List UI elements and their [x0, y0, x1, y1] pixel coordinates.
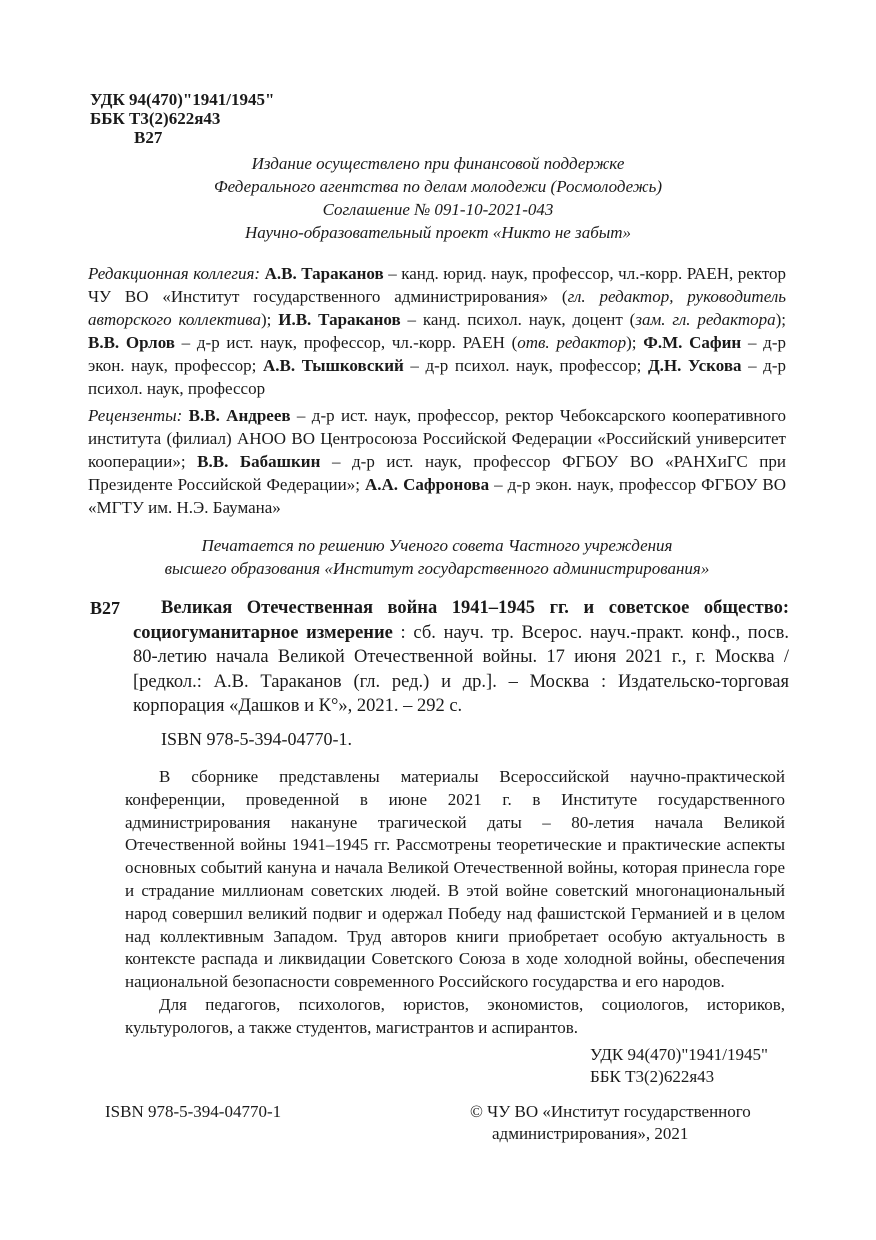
reviewers — [88, 404, 786, 519]
footer-udk-code: УДК 94(470)"1941/1945" — [590, 1045, 768, 1064]
editor-description: – д-р экон. наук, профессор; — [88, 333, 786, 375]
footer-classification-codes — [590, 1044, 768, 1088]
editor-name: А.В. Тышковский — [263, 356, 404, 375]
abstract-paragraph: В сборнике представлены материалы Всероссийской научно-практической конференции, проведенной в июне 2021 г. в Институте государственного администрирования накануне трагической даты – 80-летия начала Великой Отечественной войны 1941–1945 гг. Рассмотрены теоретические и практические аспекты основных событий кануна и начала Великой Отечественной войны, которая принесла горе и страдание миллионам советских людей. В этой войне советский многонациональный народ совершил великий подвиг и одержал Победу над фашистской Германией и в целом над коллективным Западом. Труд авторов книги приобретает особую актуальность в контексте распада и ликвидации Советского Союза в ходе холодной войны, обеспечения национальной безопасности современного Российского государства и его народов. — [125, 767, 785, 992]
separator: ); — [775, 310, 787, 329]
editor-description: – канд. юрид. наук, профессор, чл.-корр. РАЕН, ректор ЧУ ВО «Институт государственного администрирования» ( — [88, 264, 787, 306]
footer-bbk-code: ББК Т3(2)622я43 — [590, 1067, 715, 1086]
funding-line: Соглашение № 091-10-2021-043 — [322, 200, 554, 219]
resolution-line: Печатается по решению Ученого совета Частного учреждения — [201, 536, 673, 555]
reviewer-description: – д-р экон. наук, профессор ФГБОУ ВО «МГТУ им. Н.Э. Баумана» — [88, 475, 786, 517]
editor-name: И.В. Тараканов — [278, 310, 401, 329]
bbk-code: ББК Т3(2)622я43 — [90, 109, 221, 128]
author-mark: В27 — [134, 128, 163, 147]
editor-role: зам. гл. редактора — [635, 310, 776, 329]
editor-role: отв. редактор — [517, 333, 627, 352]
editorial-board — [88, 262, 786, 400]
resolution-line: высшего образования «Институт государственного администрирования» — [164, 559, 710, 578]
editor-description: – канд. психол. наук, доцент ( — [400, 310, 636, 329]
reviewer-description: – д-р ист. наук, профессор, ректор Чебоксарского кооперативного института (филиал) АНОО ВО Центросоюза Российской Федерации «Российский университет кооперации»; — [88, 406, 786, 471]
reviewer-name: В.В. Андреев — [188, 406, 291, 425]
bibliographic-code: В27 — [90, 598, 121, 618]
isbn-line: ISBN 978-5-394-04770-1. — [161, 729, 352, 749]
editor-description: – д-р психол. наук, профессор — [88, 356, 786, 398]
editor-role: гл. редактор, руководитель авторского коллектива — [88, 287, 786, 329]
print-resolution — [88, 534, 786, 580]
funding-line: Издание осуществлено при финансовой поддержке — [251, 154, 625, 173]
editor-description: – д-р психол. наук, профессор; — [403, 356, 648, 375]
reviewer-name: В.В. Бабашкин — [197, 452, 321, 471]
abstract-paragraph: Для педагогов, психологов, юристов, экономистов, социологов, историков, культурологов, а также студентов, магистрантов и аспирантов. — [125, 994, 785, 1037]
classification-codes — [90, 90, 274, 147]
funding-line: Научно-образовательный проект «Никто не забыт» — [244, 223, 632, 242]
udk-code: УДК 94(470)"1941/1945" — [90, 90, 275, 109]
editor-name: Ф.М. Сафин — [643, 333, 742, 352]
bibliographic-details: : сб. науч. тр. Всерос. науч.-практ. конф., посв. 80-летию начала Великой Отечественной войны. 17 июня 2021 г., г. Москва / [редкол.: А.В. Тараканов (гл. ред.) и др.]. – Москва : Издательско-торговая корпорация «Дашков и К°», 2021. – 292 с. — [133, 622, 789, 716]
separator: ); — [626, 333, 644, 352]
abstract — [125, 766, 785, 1040]
funding-note — [88, 152, 788, 244]
reviewer-description: – д-р ист. наук, профессор ФГБОУ ВО «РАНХиГС при Президенте Российской Федерации»; — [88, 452, 786, 494]
reviewer-name: А.А. Сафронова — [364, 475, 490, 494]
separator: ); — [260, 310, 279, 329]
funding-line: Федерального агентства по делам молодежи (Росмолодежь) — [214, 177, 662, 196]
reviewers-label: Рецензенты: — [88, 406, 183, 425]
copyright-line: © ЧУ ВО «Институт государственного — [470, 1102, 751, 1121]
footer-isbn: ISBN 978-5-394-04770-1 — [105, 1102, 282, 1121]
editor-description: – д-р ист. наук, профессор, чл.-корр. РАЕН ( — [174, 333, 518, 352]
editor-name: В.В. Орлов — [88, 333, 175, 352]
editorial-board-label: Редакционная коллегия: — [88, 264, 261, 283]
copyright-notice — [470, 1101, 751, 1145]
book-title: Великая Отечественная война 1941–1945 гг. и советское общество: социогуманитарное измерение — [133, 598, 789, 643]
editor-name: Д.Н. Ускова — [647, 356, 742, 375]
bibliographic-record — [133, 596, 789, 719]
editor-name: А.В. Тараканов — [264, 264, 384, 283]
copyright-line: администрирования», 2021 — [492, 1124, 689, 1143]
